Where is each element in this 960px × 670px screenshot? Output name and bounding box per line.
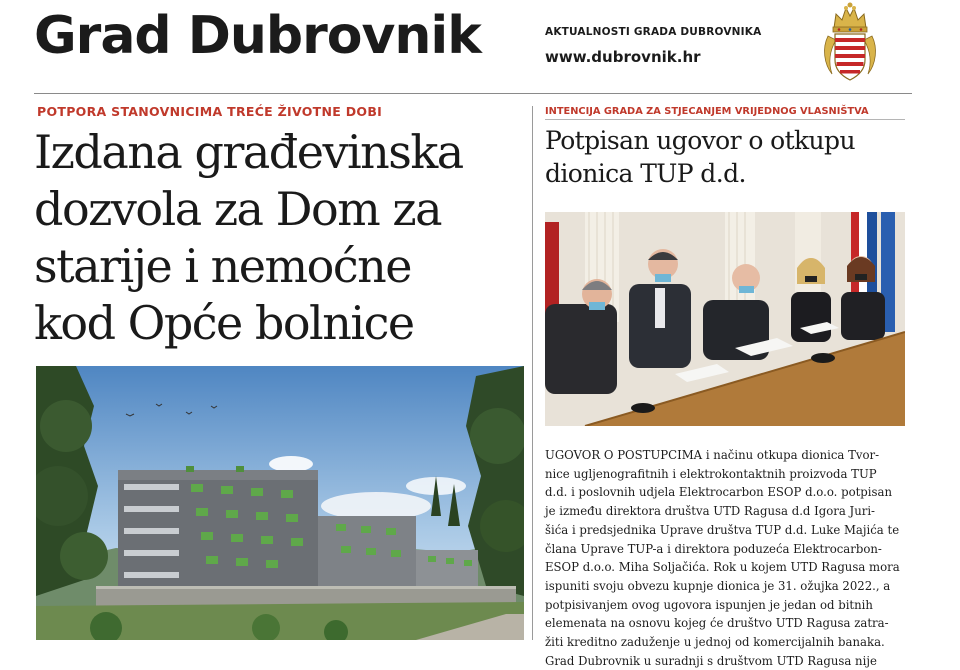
body-line: UGOVOR O POSTUPCIMA i načinu otkupa dionica Tvor- [545, 448, 880, 462]
headline-line: Potpisan ugovor o otkupu [545, 126, 855, 155]
publication-title: Grad Dubrovnik [34, 6, 481, 66]
coat-of-arms-icon [822, 2, 878, 86]
masthead [0, 0, 960, 92]
headline-line: dozvola za Dom za [34, 182, 442, 236]
body-line: šića i predsjednika Uprave društva TUP d.d. Luke Majića te [545, 522, 900, 537]
body-line: žiti kreditno zaduženje u jednoj od komercijalnih banaka. [545, 635, 885, 650]
right-kicker-rule [545, 119, 905, 120]
body-line: je između direktora društva UTD Ragusa d.d Igora Juri- [545, 504, 876, 519]
headline-line: Izdana građevinska [34, 125, 463, 179]
body-line: d.d. i poslovnih udjela Elektrocarbon ESOP d.o.o. potpisan [545, 485, 893, 500]
body-line: ESOP d.o.o. Miha Soljačića. Rok u kojem UTD Ragusa mora [545, 560, 900, 575]
body-line: elemenata na osnovu kojeg će društvo UTD Ragusa zatra- [545, 616, 889, 631]
body-line: nice ugljenografitnih i elektrokontaktnih proizvoda TUP [545, 466, 877, 481]
body-line: Grad Dubrovnik u suradnji s društvom UTD Ragusa nije [545, 653, 877, 668]
left-article-headline[interactable] [34, 124, 524, 352]
right-article-kicker: INTENCIJA GRADA ZA STJECANJEM VRIJEDNOG VLASNIŠTVA [545, 106, 869, 117]
publication-tagline: AKTUALNOSTI GRADA DUBROVNIKA [545, 26, 762, 38]
headline-line: starije i nemoćne [34, 239, 411, 293]
body-line: člana Uprave TUP-a i direktora poduzeća Elektrocarbon- [545, 541, 882, 556]
left-article-kicker: POTPORA STANOVNICIMA TREĆE ŽIVOTNE DOBI [37, 104, 383, 119]
publication-url[interactable]: www.dubrovnik.hr [545, 48, 701, 66]
headline-line: dionica TUP d.d. [545, 159, 746, 188]
contract-signing-photo [545, 212, 905, 426]
elderly-home-rendering-image [36, 366, 524, 640]
body-line: potpisivanjem ovog ugovora ispunjen je jedan od bitnih [545, 597, 873, 612]
masthead-divider [34, 93, 912, 94]
right-article-body [545, 446, 905, 670]
right-article-headline[interactable] [545, 124, 915, 190]
body-line: ispuniti svoju obvezu kupnje dionica je 31. ožujka 2022., a [545, 578, 891, 593]
column-divider [532, 106, 533, 640]
headline-line: kod Opće bolnice [34, 296, 414, 350]
